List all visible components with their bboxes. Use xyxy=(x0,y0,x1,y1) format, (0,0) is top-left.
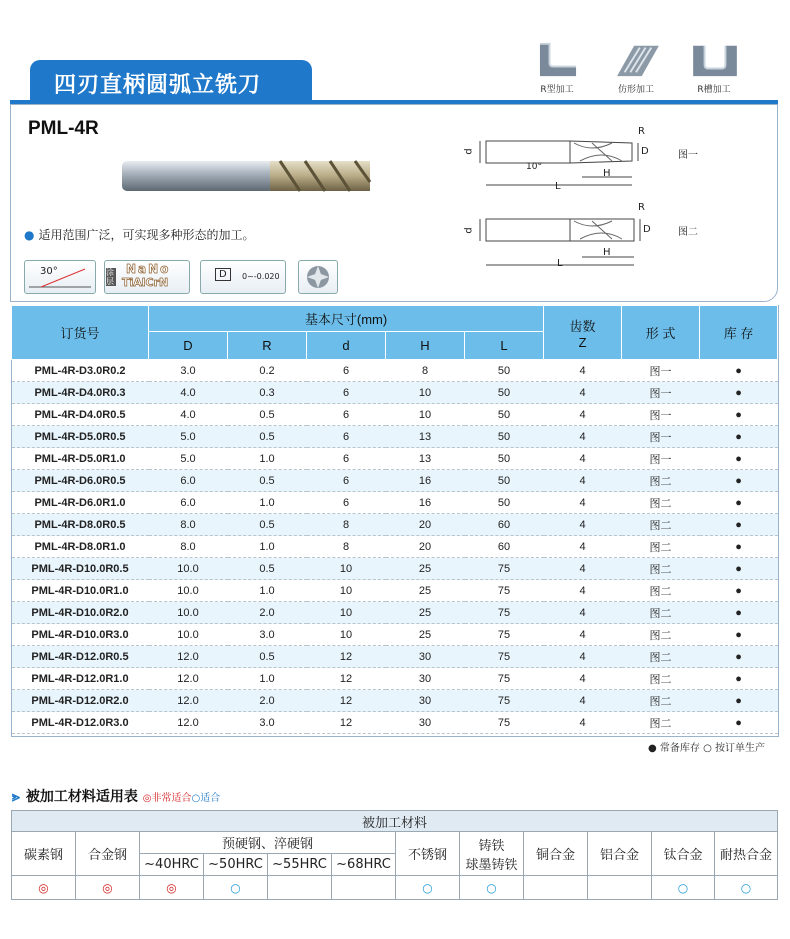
flute-count-badge xyxy=(298,260,338,294)
table-row xyxy=(12,514,778,536)
cell-stock: ● xyxy=(700,624,778,646)
cell-d: 6 xyxy=(307,360,386,382)
cell-r: 0.5 xyxy=(228,514,307,536)
cell-shape: 图二 xyxy=(622,690,700,712)
cell-d: 6 xyxy=(307,382,386,404)
table-row xyxy=(12,382,778,404)
cell-h: 10 xyxy=(386,404,465,426)
cell-shape: 图二 xyxy=(622,580,700,602)
cell-d: 6 xyxy=(307,404,386,426)
teeth-label: 齿数 xyxy=(569,318,596,334)
cell-code: PML-4R-D12.0R3.0 xyxy=(12,712,149,734)
cell-z: 4 xyxy=(544,558,622,580)
cell-h: 20 xyxy=(386,514,465,536)
feature-text xyxy=(24,226,255,243)
cell-r: 0.5 xyxy=(228,646,307,668)
cell-l: 75 xyxy=(465,690,544,712)
cell-h: 30 xyxy=(386,668,465,690)
cell-z: 4 xyxy=(544,448,622,470)
cell-l: 60 xyxy=(465,536,544,558)
cell-l: 50 xyxy=(465,382,544,404)
rating-cell xyxy=(588,876,652,900)
cell-shape: 图二 xyxy=(622,492,700,514)
cell-r: 3.0 xyxy=(228,624,307,646)
cell-z: 4 xyxy=(544,514,622,536)
cell-z: 4 xyxy=(544,360,622,382)
cell-r: 1.0 xyxy=(228,448,307,470)
cell-d: 12.0 xyxy=(149,668,228,690)
dim-D-label: D xyxy=(643,224,651,235)
cell-d: 6 xyxy=(307,448,386,470)
cell-shape: 图一 xyxy=(622,382,700,404)
cell-l: 75 xyxy=(465,712,544,734)
cell-stock: ● xyxy=(700,404,778,426)
cell-code: PML-4R-D4.0R0.5 xyxy=(12,404,149,426)
cell-shape: 图二 xyxy=(622,668,700,690)
cell-h: 30 xyxy=(386,712,465,734)
rating-cell: ◎ xyxy=(76,876,140,900)
cell-z: 4 xyxy=(544,382,622,404)
cell-z: 4 xyxy=(544,712,622,734)
mat-col-castiron xyxy=(460,832,524,876)
table-row xyxy=(12,536,778,558)
cell-stock: ● xyxy=(700,580,778,602)
process-type-label: R槽加工 xyxy=(697,85,731,95)
table-row xyxy=(12,668,778,690)
cell-h: 25 xyxy=(386,624,465,646)
cell-z: 4 xyxy=(544,536,622,558)
cell-shape: 图二 xyxy=(622,470,700,492)
coating-name-1: NaNo xyxy=(126,262,171,276)
cell-code: PML-4R-D10.0R2.0 xyxy=(12,602,149,624)
mat-col-titanium: 钛合金 xyxy=(652,832,715,876)
cell-code: PML-4R-D10.0R0.5 xyxy=(12,558,149,580)
cell-stock: ● xyxy=(700,602,778,624)
mat-col-heatresist: 耐热合金 xyxy=(715,832,778,876)
cell-d: 6.0 xyxy=(149,470,228,492)
fig1-label: 图一 xyxy=(678,150,698,161)
process-type-r xyxy=(533,40,587,95)
rating-cell: ○ xyxy=(204,876,268,900)
cell-r: 1.0 xyxy=(228,668,307,690)
cell-d: 5.0 xyxy=(149,448,228,470)
dim-angle-label: 10° xyxy=(526,162,542,172)
cell-d: 4.0 xyxy=(149,382,228,404)
helix-angle-value: 30° xyxy=(40,266,58,277)
col-dims: 基本尺寸(mm) xyxy=(149,306,544,332)
cell-h: 8 xyxy=(386,360,465,382)
table-row xyxy=(12,448,778,470)
cell-shape: 图二 xyxy=(622,536,700,558)
materials-group-header: 被加工材料 xyxy=(12,811,778,832)
cell-shape: 图一 xyxy=(622,404,700,426)
dim-d-label: d xyxy=(463,148,475,155)
cell-stock: ● xyxy=(700,690,778,712)
cell-stock: ● xyxy=(700,536,778,558)
col-d: d xyxy=(307,332,386,360)
cell-h: 30 xyxy=(386,646,465,668)
rating-cell xyxy=(268,876,332,900)
cell-r: 1.0 xyxy=(228,492,307,514)
cell-d: 5.0 xyxy=(149,426,228,448)
cell-z: 4 xyxy=(544,690,622,712)
cell-l: 50 xyxy=(465,448,544,470)
cell-h: 16 xyxy=(386,470,465,492)
cell-shape: 图二 xyxy=(622,558,700,580)
cell-d: 12 xyxy=(307,712,386,734)
col-teeth xyxy=(544,306,622,360)
rating-cell: ◎ xyxy=(140,876,204,900)
table-row xyxy=(12,492,778,514)
dim-h-label: H xyxy=(603,168,611,179)
contour-icon xyxy=(612,40,662,78)
cell-code: PML-4R-D8.0R0.5 xyxy=(12,514,149,536)
cell-d: 12 xyxy=(307,690,386,712)
cell-l: 75 xyxy=(465,558,544,580)
rating-cell xyxy=(524,876,588,900)
cell-d: 10 xyxy=(307,602,386,624)
cell-d: 8.0 xyxy=(149,536,228,558)
rating-cell: ○ xyxy=(460,876,524,900)
cell-r: 3.0 xyxy=(228,712,307,734)
cell-r: 2.0 xyxy=(228,690,307,712)
table-row xyxy=(12,558,778,580)
table-row xyxy=(12,712,778,734)
cell-l: 50 xyxy=(465,470,544,492)
cell-d: 10.0 xyxy=(149,602,228,624)
cell-l: 75 xyxy=(465,624,544,646)
cell-z: 4 xyxy=(544,668,622,690)
cell-h: 25 xyxy=(386,602,465,624)
cell-l: 50 xyxy=(465,492,544,514)
table-row xyxy=(12,404,778,426)
r-slot-icon xyxy=(690,40,740,78)
cell-z: 4 xyxy=(544,646,622,668)
page-title: 四刃直柄圆弧立铣刀 xyxy=(54,73,262,98)
cast-line1: 铸铁 xyxy=(478,838,505,854)
cell-l: 50 xyxy=(465,360,544,382)
col-H: H xyxy=(386,332,465,360)
bullet-dot: ● xyxy=(24,228,35,242)
dim-r-label: R xyxy=(638,126,645,137)
cell-d: 10 xyxy=(307,558,386,580)
cell-code: PML-4R-D12.0R2.0 xyxy=(12,690,149,712)
cell-r: 2.0 xyxy=(228,602,307,624)
col-shape: 形 式 xyxy=(622,306,700,360)
cell-shape: 图一 xyxy=(622,448,700,470)
cell-shape: 图二 xyxy=(622,602,700,624)
mat-col-carbon: 碳素钢 xyxy=(12,832,76,876)
dim-l-label: L xyxy=(557,258,563,269)
cell-d: 6.0 xyxy=(149,492,228,514)
rating-cell xyxy=(332,876,396,900)
cell-d: 10 xyxy=(307,580,386,602)
dim-D-label: D xyxy=(641,146,649,157)
fig2-label: 图二 xyxy=(678,227,698,238)
cell-stock: ● xyxy=(700,492,778,514)
cell-z: 4 xyxy=(544,602,622,624)
cell-code: PML-4R-D4.0R0.3 xyxy=(12,382,149,404)
cell-r: 0.2 xyxy=(228,360,307,382)
cell-z: 4 xyxy=(544,580,622,602)
double-arrow-icon: ⪢ xyxy=(12,789,20,805)
stock-legend: ● 常备库存 ○ 按订单生产 xyxy=(648,743,765,754)
cell-d: 10 xyxy=(307,624,386,646)
cell-r: 0.5 xyxy=(228,426,307,448)
cell-d: 8 xyxy=(307,514,386,536)
dim-r-label: R xyxy=(638,202,645,213)
cell-shape: 图二 xyxy=(622,514,700,536)
table-row xyxy=(12,470,778,492)
cell-d: 10.0 xyxy=(149,580,228,602)
coating-side-label: 涂层 xyxy=(106,268,114,286)
cell-d: 12.0 xyxy=(149,712,228,734)
r-profile-icon xyxy=(533,40,583,78)
dim-l-label: L xyxy=(555,181,561,192)
cell-h: 13 xyxy=(386,426,465,448)
cell-h: 25 xyxy=(386,580,465,602)
materials-title: 被加工材料适用表 xyxy=(25,789,138,805)
mat-col-50hrc: ~50HRC xyxy=(204,854,268,876)
cell-r: 0.5 xyxy=(228,404,307,426)
mat-col-copper: 铜合金 xyxy=(524,832,588,876)
cell-l: 50 xyxy=(465,426,544,448)
cell-r: 0.5 xyxy=(228,470,307,492)
mat-col-stainless: 不锈钢 xyxy=(396,832,460,876)
cell-code: PML-4R-D6.0R1.0 xyxy=(12,492,149,514)
helix-angle-icon xyxy=(25,261,95,293)
cell-d: 12.0 xyxy=(149,690,228,712)
cell-code: PML-4R-D12.0R0.5 xyxy=(12,646,149,668)
cell-stock: ● xyxy=(700,426,778,448)
cell-z: 4 xyxy=(544,426,622,448)
cell-z: 4 xyxy=(544,470,622,492)
table-row xyxy=(12,602,778,624)
feature-label: 适用范围广泛，可实现多种形态的加工。 xyxy=(38,228,255,242)
cell-stock: ● xyxy=(700,668,778,690)
cell-l: 75 xyxy=(465,580,544,602)
dim-d-label: d xyxy=(463,227,475,234)
dim-h-label: H xyxy=(603,247,611,258)
mat-col-68hrc: ~68HRC xyxy=(332,854,396,876)
cell-z: 4 xyxy=(544,492,622,514)
legend-best: ◎非常适合 xyxy=(142,793,192,804)
process-type-label: R型加工 xyxy=(540,85,574,95)
end-mill-image xyxy=(120,158,372,194)
materials-table xyxy=(11,810,778,900)
cell-code: PML-4R-D6.0R0.5 xyxy=(12,470,149,492)
tolerance-value: 0~-0.020 xyxy=(242,272,280,281)
table-row xyxy=(12,580,778,602)
cell-stock: ● xyxy=(700,558,778,580)
cell-l: 75 xyxy=(465,602,544,624)
rating-cell: ○ xyxy=(396,876,460,900)
cell-stock: ● xyxy=(700,382,778,404)
cell-h: 13 xyxy=(386,448,465,470)
cell-stock: ● xyxy=(700,360,778,382)
cell-r: 1.0 xyxy=(228,536,307,558)
mat-col-aluminum: 铝合金 xyxy=(588,832,652,876)
rating-cell: ○ xyxy=(715,876,778,900)
cell-d: 6 xyxy=(307,492,386,514)
mat-col-40hrc: ~40HRC xyxy=(140,854,204,876)
teeth-z: Z xyxy=(578,334,587,350)
cell-code: PML-4R-D10.0R3.0 xyxy=(12,624,149,646)
rating-cell: ○ xyxy=(652,876,715,900)
tolerance-symbol: D xyxy=(215,268,231,281)
materials-heading xyxy=(12,786,220,806)
cell-stock: ● xyxy=(700,470,778,492)
four-flute-icon xyxy=(299,261,337,293)
cell-d: 3.0 xyxy=(149,360,228,382)
spec-table xyxy=(11,305,778,734)
legend-ok: ○适合 xyxy=(191,793,221,804)
process-type-rslot xyxy=(690,40,744,95)
cell-h: 10 xyxy=(386,382,465,404)
table-row xyxy=(12,624,778,646)
cell-d: 8 xyxy=(307,536,386,558)
cell-d: 6 xyxy=(307,470,386,492)
cell-l: 60 xyxy=(465,514,544,536)
coating-name-2: TiAlCrN xyxy=(122,276,169,289)
cell-d: 8.0 xyxy=(149,514,228,536)
cell-stock: ● xyxy=(700,448,778,470)
table-row xyxy=(12,360,778,382)
cell-shape: 图一 xyxy=(622,360,700,382)
cell-r: 1.0 xyxy=(228,580,307,602)
cell-l: 50 xyxy=(465,404,544,426)
cell-d: 6 xyxy=(307,426,386,448)
cell-r: 0.3 xyxy=(228,382,307,404)
cell-code: PML-4R-D5.0R0.5 xyxy=(12,426,149,448)
cell-d: 12 xyxy=(307,668,386,690)
cell-h: 30 xyxy=(386,690,465,712)
cast-line2: 球墨铸铁 xyxy=(465,857,518,873)
col-L: L xyxy=(465,332,544,360)
cell-h: 20 xyxy=(386,536,465,558)
cell-z: 4 xyxy=(544,624,622,646)
cell-l: 75 xyxy=(465,646,544,668)
ratings-row xyxy=(12,876,778,900)
mat-col-alloy: 合金钢 xyxy=(76,832,140,876)
table-row xyxy=(12,690,778,712)
helix-angle-badge xyxy=(24,260,96,294)
col-order: 订货号 xyxy=(12,306,149,360)
table-row xyxy=(12,426,778,448)
cell-code: PML-4R-D5.0R1.0 xyxy=(12,448,149,470)
rating-cell: ◎ xyxy=(12,876,76,900)
process-type-copy xyxy=(612,40,666,95)
cell-h: 16 xyxy=(386,492,465,514)
col-D: D xyxy=(149,332,228,360)
cell-code: PML-4R-D12.0R1.0 xyxy=(12,668,149,690)
cell-d: 10.0 xyxy=(149,558,228,580)
cell-r: 0.5 xyxy=(228,558,307,580)
cell-stock: ● xyxy=(700,712,778,734)
mat-col-hardened: 预硬钢、淬硬钢 xyxy=(140,832,396,854)
table-row xyxy=(12,646,778,668)
cell-code: PML-4R-D10.0R1.0 xyxy=(12,580,149,602)
cell-stock: ● xyxy=(700,646,778,668)
col-R: R xyxy=(228,332,307,360)
drawing-fig2 xyxy=(462,205,672,275)
cell-d: 4.0 xyxy=(149,404,228,426)
cell-code: PML-4R-D8.0R1.0 xyxy=(12,536,149,558)
cell-z: 4 xyxy=(544,404,622,426)
cell-stock: ● xyxy=(700,514,778,536)
cell-l: 75 xyxy=(465,668,544,690)
cell-shape: 图二 xyxy=(622,624,700,646)
col-stock: 库 存 xyxy=(700,306,778,360)
cell-shape: 图二 xyxy=(622,646,700,668)
cell-shape: 图二 xyxy=(622,712,700,734)
cell-d: 10.0 xyxy=(149,624,228,646)
cell-code: PML-4R-D3.0R0.2 xyxy=(12,360,149,382)
cell-d: 12 xyxy=(307,646,386,668)
cell-d: 12.0 xyxy=(149,646,228,668)
process-type-label: 仿形加工 xyxy=(617,85,654,95)
cell-h: 25 xyxy=(386,558,465,580)
cell-shape: 图一 xyxy=(622,426,700,448)
model-name: PML-4R xyxy=(28,118,99,139)
mat-col-55hrc: ~55HRC xyxy=(268,854,332,876)
